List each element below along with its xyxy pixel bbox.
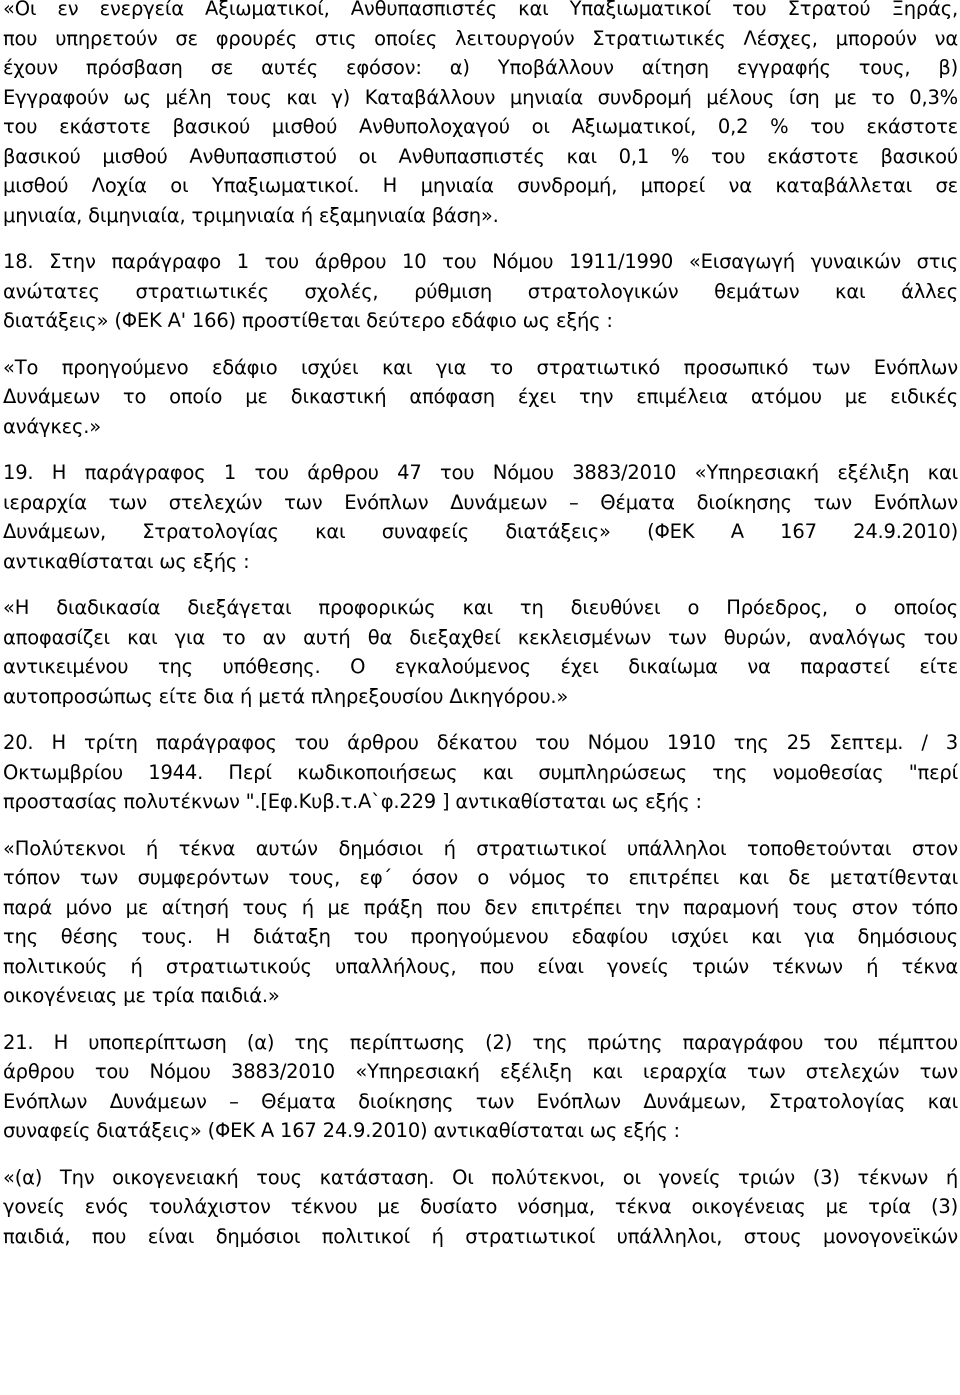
text-line: 18. Στην παράγραφο 1 του άρθρου 10 του Νόμου 1911/1990 «Εισαγωγή γυναικών στις (3, 250, 958, 273)
text-line: γονείς ενός τουλάχιστον τέκνου με δυσίατο νόσημα, τέκνα οικογένειας με τρία (3) (3, 1195, 958, 1218)
text-line: Δυνάμεων, Στρατολογίας και συναφείς διατάξεις» (ΦΕΚ Α 167 24.9.2010) (3, 520, 958, 543)
text-line: ανώτατες στρατιωτικές σχολές, ρύθμιση στρατολογικών θεμάτων και άλλες (3, 279, 958, 303)
text-line: αυτοπροσώπως είτε δια ή μετά πληρεξουσίου Δικηγόρου.» (3, 684, 569, 708)
text-line: προστασίας πολυτέκνων ".[Εφ.Κυβ.τ.Α`φ.229 ] αντικαθίσταται ως εξής : (3, 790, 702, 813)
text-line: «Το προηγούμενο εδάφιο ισχύει και για το στρατιωτικό προσωπικό των Ενόπλων (3, 355, 958, 379)
text-line: μηνιαία, διμηνιαία, τριμηνιαία ή εξαμηνιαία βάση». (3, 203, 499, 227)
text-line: 21. Η υποπερίπτωση (α) της περίπτωσης (2) της πρώτης παραγράφου του πέμπτου (3, 1030, 958, 1054)
text-line: αντικαθίσταται ως εξής : (3, 549, 250, 573)
text-line: Οκτωμβρίου 1944. Περί κωδικοποιήσεως και συμπληρώσεως της νομοθεσίας "περί (3, 760, 958, 784)
paragraph-19-quote (3, 593, 958, 711)
text-line: αποφασίζει και για το αν αυτή θα διεξαχθεί κεκλεισμένων των θυρών, αναλόγως του (3, 625, 958, 649)
text-line: 19. Η παράγραφος 1 του άρθρου 47 του Νόμου 3883/2010 «Υπηρεσιακή εξέλιξη και (3, 461, 958, 484)
text-line: «(α) Την οικογενειακή τους κατάσταση. Οι πολύτεκνοι, οι γονείς τριών (3) τέκνων ή (3, 1165, 958, 1189)
text-line: του εκάστοτε βασικού μισθού Ανθυπολοχαγού οι Αξιωματικοί, 0,2 % του εκάστοτε (3, 115, 958, 138)
text-line: που υπηρετούν σε φρουρές στις οποίες λειτουργούν Στρατιωτικές Λέσχες, μπορούν να (3, 26, 958, 50)
paragraph-20-quote (3, 834, 958, 1011)
paragraph-19 (3, 458, 958, 576)
text-line: έχουν πρόσβαση σε αυτές εφόσον: α) Υποβάλλουν αίτηση εγγραφής τους, β) (3, 56, 958, 79)
text-line: αντικειμένου της υπόθεσης. Ο εγκαλούμενος έχει δικαίωμα να παραστεί είτε (3, 655, 958, 678)
paragraph-18-quote (3, 353, 958, 442)
text-line: πολιτικούς ή στρατιωτικούς υπαλλήλους, που είναι γονείς τριών τέκνων ή τέκνα (3, 954, 958, 978)
text-line: άρθρου του Νόμου 3883/2010 «Υπηρεσιακή εξέλιξη και ιεραρχία των στελεχών των (3, 1060, 958, 1083)
text-line: παρά μόνο με αίτησή τους ή με πράξη που δεν επιτρέπει την παραμονή τους στον τόπο (3, 895, 958, 919)
text-line: βασικού μισθού Ανθυπασπιστού οι Ανθυπασπιστές και 0,1 % του εκάστοτε βασικού (3, 144, 958, 168)
text-line: ιεραρχία των στελεχών των Ενόπλων Δυνάμεων – Θέματα διοίκησης των Ενόπλων (3, 490, 958, 514)
paragraph-21-quote (3, 1163, 958, 1252)
text-line: συναφείς διατάξεις» (ΦΕΚ Α 167 24.9.2010) αντικαθίσταται ως εξής : (3, 1119, 680, 1142)
text-line: Ενόπλων Δυνάμεων – Θέματα διοίκησης των Ενόπλων Δυνάμεων, Στρατολογίας και (3, 1089, 958, 1113)
text-line: διατάξεις» (ΦΕΚ Α' 166) προστίθεται δεύτερο εδάφιο ως εξής : (3, 309, 613, 332)
paragraph-21 (3, 1028, 958, 1146)
paragraph-18 (3, 247, 958, 336)
text-line: ανάγκες.» (3, 414, 101, 438)
text-line: Δυνάμεων το οποίο με δικαστική απόφαση έχει την επιμέλεια ατόμου με ειδικές (3, 385, 958, 408)
text-line: της θέσης τους. Η διάταξη του προηγούμενου εδαφίου ισχύει και για δημόσιους (3, 925, 958, 948)
text-line: 20. Η τρίτη παράγραφος του άρθρου δέκατου του Νόμου 1910 της 25 Σεπτεμ. / 3 (3, 731, 958, 754)
text-line: οικογένειας με τρία παιδιά.» (3, 984, 280, 1007)
text-line: «Πολύτεκνοι ή τέκνα αυτών δημόσιοι ή στρατιωτικοί υπάλληλοι τοποθετούνται στον (3, 836, 958, 860)
paragraph-military-clubs-quote (3, 0, 958, 230)
text-line: τόπον των συμφερόντων τους, εφ΄ όσον ο νόμος το επιτρέπει και δε μετατίθενται (3, 866, 958, 889)
text-line: μισθού Λοχία οι Υπαξιωματικοί. Η μηνιαία συνδρομή, μπορεί να καταβάλλεται σε (3, 174, 958, 197)
paragraph-20 (3, 728, 958, 817)
text-line: Εγγραφούν ως μέλη τους και γ) Καταβάλλουν μηνιαία συνδρομή μέλους ίση με το 0,3% (3, 85, 958, 109)
text-line: «Οι εν ενεργεία Αξιωματικοί, Ανθυπασπιστές και Υπαξιωματικοί του Στρατού Ξηράς, (3, 0, 958, 20)
text-line: παιδιά, που είναι δημόσιοι πολιτικοί ή στρατιωτικοί υπάλληλοι, στους μονογονεϊκών (3, 1224, 958, 1248)
text-line: «Η διαδικασία διεξάγεται προφορικώς και τη διευθύνει ο Πρόεδρος, ο οποίος (3, 596, 958, 619)
